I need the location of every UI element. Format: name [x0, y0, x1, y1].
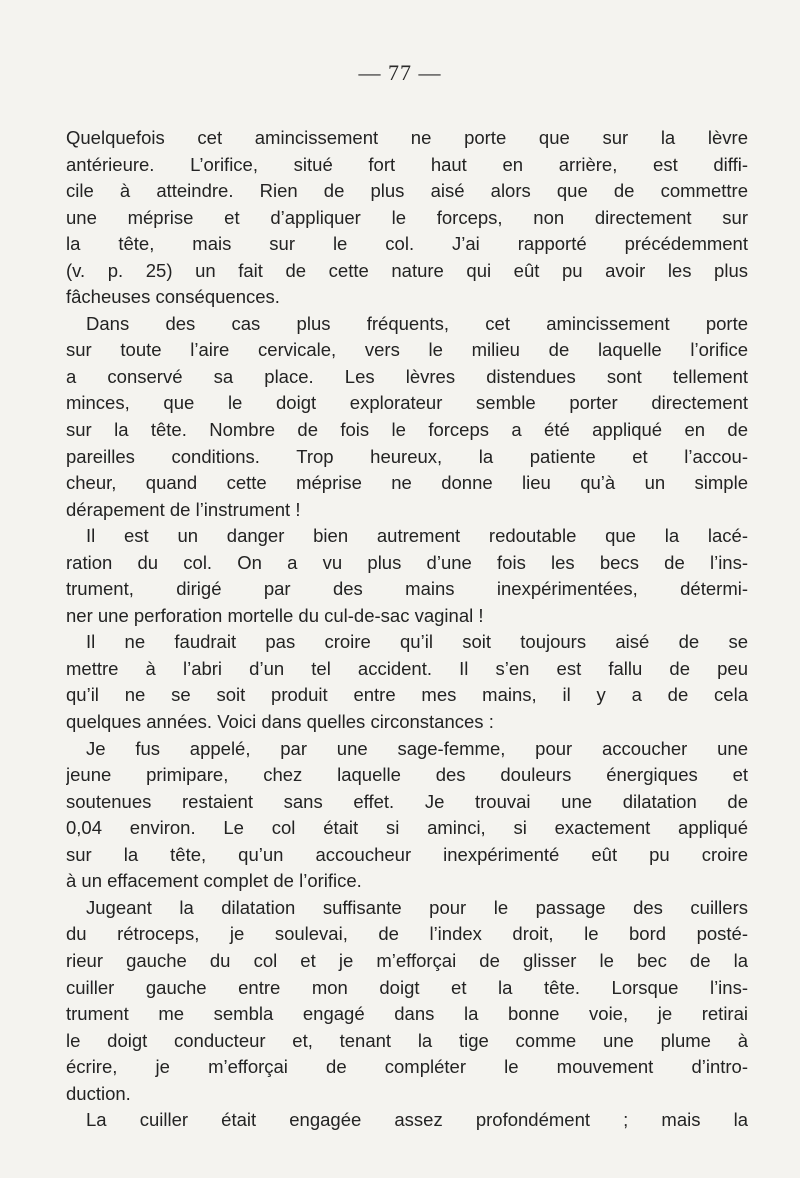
text-line: sur toute l’aire cervicale, vers le milieu de laquelle l’orifice [66, 339, 748, 361]
text-line: Quelquefois cet amincissement ne porte que sur la lèvre [66, 127, 748, 148]
text-line: soutenues restaient sans effet. Je trouvai une dilatation de [66, 790, 748, 812]
text-line: Il est un danger bien autrement redoutable que la lacé- [86, 525, 748, 547]
text-line: duction. [66, 1082, 131, 1104]
text-line: Jugeant la dilatation suffisante pour le passage des cuillers [86, 896, 748, 918]
body-text [66, 125, 748, 1134]
text-line: du rétroceps, je soulevai, de l’index droit, le bord posté- [66, 923, 748, 945]
text-line: mettre à l’abri d’un tel accident. Il s’en est fallu de peu [66, 657, 748, 679]
text-line: jeune primipare, chez laquelle des douleurs énergiques et [66, 764, 748, 786]
text-line: trument me sembla engagé dans la bonne voie, je retirai [66, 1003, 748, 1025]
page-number: — 77 — [358, 60, 442, 85]
text-line: dérapement de l’instrument ! [66, 498, 301, 520]
text-line: ration du col. On a vu plus d’une fois les becs de l’ins- [66, 551, 748, 573]
text-line: pareilles conditions. Trop heureux, la patiente et l’accou- [66, 445, 748, 467]
text-line: cheur, quand cette méprise ne donne lieu qu’à un simple [66, 472, 748, 494]
text-line: une méprise et d’appliquer le forceps, non directement sur [66, 206, 748, 228]
text-line: Il ne faudrait pas croire qu’il soit toujours aisé de se [86, 631, 748, 653]
text-line: ner une perforation mortelle du cul-de-sac vaginal ! [66, 604, 484, 626]
text-line: écrire, je m’efforçai de compléter le mouvement d’intro- [66, 1056, 748, 1078]
text-line: minces, que le doigt explorateur semble porter directement [66, 392, 748, 414]
text-line: Dans des cas plus fréquents, cet amincissement porte [86, 312, 748, 334]
text-line: la tête, mais sur le col. J’ai rapporté précédemment [66, 233, 748, 255]
text-line: cile à atteindre. Rien de plus aisé alors que de commettre [66, 180, 748, 202]
text-line: a conservé sa place. Les lèvres distendues sont tellement [66, 365, 748, 387]
text-line: qu’il ne se soit produit entre mes mains, il y a de cela [66, 684, 748, 706]
text-line: cuiller gauche entre mon doigt et la tête. Lorsque l’ins- [66, 976, 748, 998]
text-line: le doigt conducteur et, tenant la tige comme une plume à [66, 1029, 748, 1051]
text-line: La cuiller était engagée assez profondément ; mais la [86, 1109, 748, 1131]
text-line: sur la tête. Nombre de fois le forceps a été appliqué en de [66, 419, 748, 441]
text-line: (v. p. 25) un fait de cette nature qui eût pu avoir les plus [66, 259, 748, 281]
text-line: quelques années. Voici dans quelles circonstances : [66, 711, 494, 733]
text-line: fâcheuses conséquences. [66, 286, 280, 308]
text-line: sur la tête, qu’un accoucheur inexpérimenté eût pu croire [66, 843, 748, 865]
text-line: à un effacement complet de l’orifice. [66, 870, 362, 892]
text-line: 0,04 environ. Le col était si aminci, si exactement appliqué [66, 817, 748, 839]
text-line: antérieure. L’orifice, situé fort haut en arrière, est diffi- [66, 153, 748, 175]
text-line: trument, dirigé par des mains inexpérimentées, détermi- [66, 578, 748, 600]
text-line: rieur gauche du col et je m’efforçai de glisser le bec de la [66, 949, 748, 971]
text-line: Je fus appelé, par une sage-femme, pour accoucher une [86, 737, 748, 759]
